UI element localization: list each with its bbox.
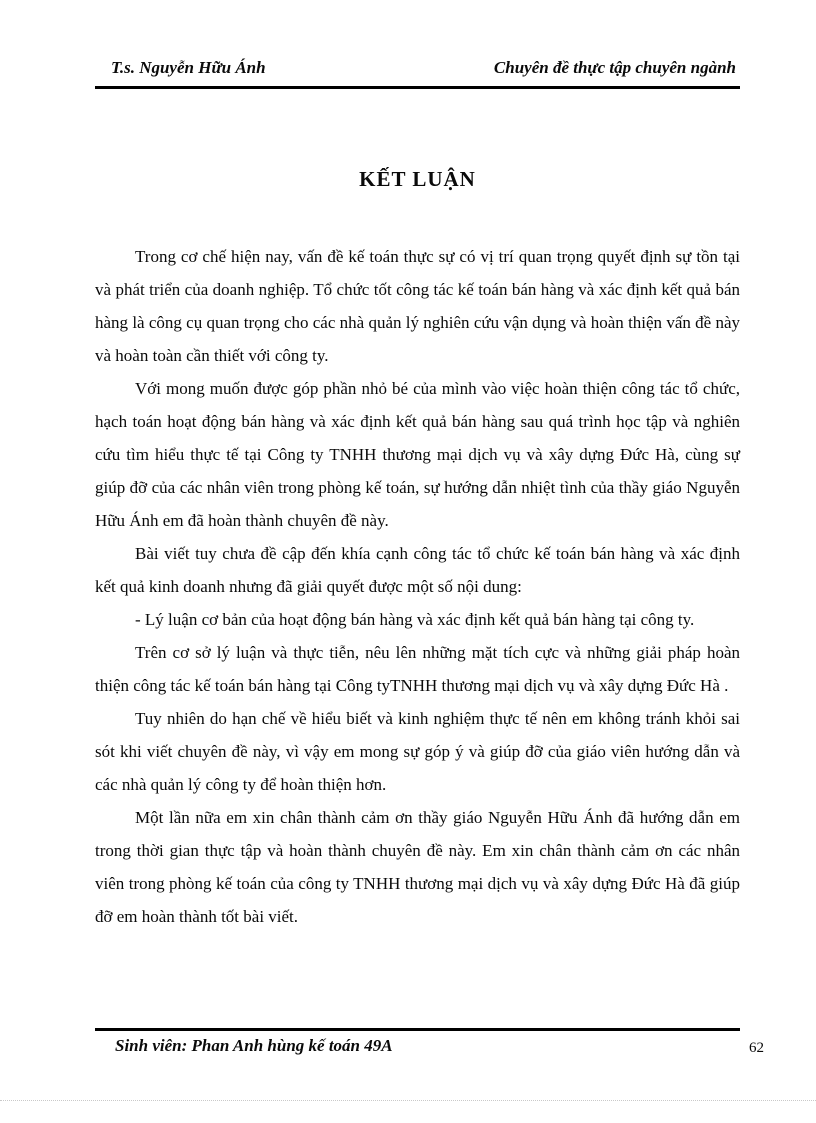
page-number: 62: [749, 1040, 764, 1056]
header-author: T.s. Nguyễn Hữu Ánh: [111, 58, 266, 77]
paragraph: Bài viết tuy chưa đề cập đến khía cạnh công tác tổ chức kế toán bán hàng và xác định kết quả kinh doanh nhưng đã giải quyết được một số nội dung:: [95, 544, 740, 596]
paragraph: Trong cơ chế hiện nay, vấn đề kế toán thực sự có vị trí quan trọng quyết định sự tồn tại và phát triển của doanh nghiệp. Tổ chức tốt công tác kế toán bán hàng và xác định kết quả bán hàng là công cụ quan trọng cho các nhà quản lý nghiên cứu vận dụng và hoàn thiện vấn đề này và hoàn toàn cần thiết với công ty.: [95, 247, 740, 365]
page-content: [95, 58, 740, 933]
document-body: [95, 240, 740, 933]
page-boundary-dashed-line: [0, 1100, 816, 1101]
paragraph: Tuy nhiên do hạn chế về hiểu biết và kinh nghiệm thực tế nên em không tránh khỏi sai sót khi viết chuyên đề này, vì vậy em mong sự góp ý và giúp đỡ của giáo viên hướng dẫn và các nhà quản lý công ty để hoàn thiện hơn.: [95, 709, 740, 794]
paragraph: - Lý luận cơ bản của hoạt động bán hàng và xác định kết quả bán hàng tại công ty.: [135, 610, 695, 629]
paragraph: Với mong muốn được góp phần nhỏ bé của mình vào việc hoàn thiện công tác tổ chức, hạch toán hoạt động bán hàng và xác định kết quả bán hàng sau quá trình học tập và nghiên cứu tìm hiểu thực tế tại Công ty TNHH thương mại dịch vụ và xây dựng Đức Hà, cùng sự giúp đỡ của các nhân viên trong phòng kế toán, sự hướng dẫn nhiệt tình của thầy giáo Nguyễn Hữu Ánh em đã hoàn thành chuyên đề này.: [95, 379, 740, 530]
page-footer: [95, 1028, 740, 1056]
header-rule: [95, 86, 740, 89]
paragraph: Một lần nữa em xin chân thành cảm ơn thầy giáo Nguyễn Hữu Ánh đã hướng dẫn em trong thời gian thực tập và hoàn thành chuyên đề này. Em xin chân thành cảm ơn các nhân viên trong phòng kế toán của công ty TNHH thương mại dịch vụ và xây dựng Đức Hà đã giúp đỡ em hoàn thành tốt bài viết.: [95, 808, 740, 926]
header-subject: Chuyên đề thực tập chuyên ngành: [493, 58, 736, 77]
page-title: KẾT LUẬN: [359, 167, 476, 191]
footer-student: Sinh viên: Phan Anh hùng kế toán 49A: [115, 1036, 393, 1055]
paragraph: Trên cơ sở lý luận và thực tiễn, nêu lên những mặt tích cực và những giải pháp hoàn thiện công tác kế toán bán hàng tại Công tyTNHH thương mại dịch vụ và xây dựng Đức Hà .: [95, 643, 740, 695]
page-header: [95, 58, 740, 78]
